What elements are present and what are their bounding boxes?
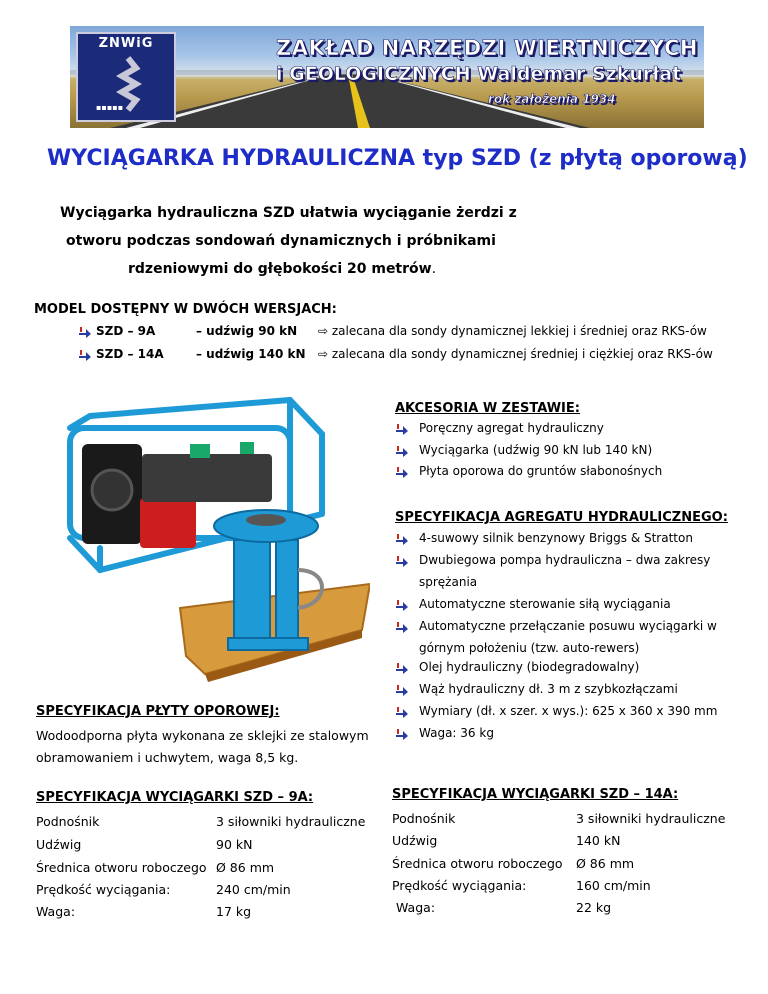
list-item: Dwubiegowa pompa hydrauliczna – dwa zakresy sprężania (395, 553, 409, 572)
hydraulic-winch-photo (30, 394, 370, 700)
arrow-bullet-icon (395, 443, 409, 457)
arrow-bullet-icon (395, 553, 409, 567)
spec14-value: Ø 86 mm (576, 856, 635, 871)
aggregate-heading: SPECYFIKACJA AGREGATU HYDRAULICZNEGO: (395, 510, 728, 525)
spec14-value: 160 cm/min (576, 878, 651, 893)
founding-year: rok założenia 1934 (488, 92, 616, 106)
spec14-heading: SPECYFIKACJA WYCIĄGARKI SZD – 14A: (392, 787, 679, 802)
spec14-label: Średnica otworu roboczego (392, 856, 563, 871)
model-row: SZD – 14A – udźwig 140 kN ⇨ zalecana dla sondy dynamicznej średniej i ciężkiej oraz RKS-ów (78, 347, 92, 366)
list-item: Płyta oporowa do gruntów słabonośnych (395, 464, 409, 483)
arrow-bullet-icon (395, 704, 409, 718)
intro-line-3: rdzeniowymi do głębokości 20 metrów. (128, 261, 437, 277)
spec14-value: 22 kg (576, 900, 612, 915)
plate-desc-line-2: obramowaniem i uchwytem, waga 8,5 kg. (36, 750, 299, 765)
list-item: Olej hydrauliczny (biodegradowalny) (395, 660, 409, 679)
list-item: Waga: 36 kg (395, 726, 409, 745)
spec9-label: Prędkość wyciągania: (36, 882, 171, 897)
header-banner (70, 26, 704, 128)
list-item: Poręczny agregat hydrauliczny (395, 421, 409, 440)
spec14-label: Waga: (396, 900, 436, 915)
list-item: Automatyczne przełączanie posuwu wyciągarki w górnym położeniu (tzw. auto-rewers) (395, 619, 409, 638)
arrow-bullet-icon (395, 597, 409, 611)
models-heading: MODEL DOSTĘPNY W DWÓCH WERSJACH: (34, 302, 337, 317)
list-item: 4-suwowy silnik benzynowy Briggs & Stratton (395, 531, 409, 550)
spec9-heading: SPECYFIKACJA WYCIĄGARKI SZD – 9A: (36, 790, 314, 805)
spec14-label: Podnośnik (392, 811, 456, 826)
company-name-line2: i GEOLOGICZNYCH Waldemar Szkurłat (276, 63, 682, 85)
spec9-label: Średnica otworu roboczego (36, 860, 207, 875)
plate-desc-line-1: Wodoodporna płyta wykonana ze sklejki ze stalowym (36, 728, 369, 743)
list-item: Wymiary (dł. x szer. x wys.): 625 x 360 x 390 mm (395, 704, 409, 723)
spec9-value: 240 cm/min (216, 882, 291, 897)
arrow-bullet-icon (395, 682, 409, 696)
list-item: Automatyczne sterowanie siłą wyciągania (395, 597, 409, 616)
list-item: Wąż hydrauliczny dł. 3 m z szybkozłączami (395, 682, 409, 701)
spec9-value: 3 siłowniki hydrauliczne (216, 814, 366, 829)
spec14-label: Udźwig (392, 833, 438, 848)
spec9-value: 90 kN (216, 837, 253, 852)
spec9-label: Podnośnik (36, 814, 100, 829)
plate-heading: SPECYFIKACJA PŁYTY OPOROWEJ: (36, 704, 280, 719)
spec9-label: Waga: (36, 904, 76, 919)
company-logo: ZNWiG ▪▪▪▪▪ (76, 32, 176, 122)
arrow-bullet-icon (78, 347, 92, 361)
spec14-value: 3 siłowniki hydrauliczne (576, 811, 726, 826)
arrow-bullet-icon (395, 726, 409, 740)
list-item: Wyciągarka (udźwig 90 kN lub 140 kN) (395, 443, 409, 462)
intro-line-2: otworu podczas sondowań dynamicznych i próbnikami (66, 233, 496, 249)
spec9-value: Ø 86 mm (216, 860, 275, 875)
model-row: SZD – 9A – udźwig 90 kN ⇨ zalecana dla sondy dynamicznej lekkiej i średniej oraz RKS-ów (78, 324, 92, 343)
arrow-bullet-icon (78, 324, 92, 338)
company-name-line1: ZAKŁAD NARZĘDZI WIERTNICZYCH (276, 36, 698, 60)
spec14-value: 140 kN (576, 833, 621, 848)
arrow-bullet-icon (395, 531, 409, 545)
arrow-bullet-icon (395, 464, 409, 478)
spec9-label: Udźwig (36, 837, 82, 852)
arrow-bullet-icon (395, 619, 409, 633)
page-title: WYCIĄGARKA HYDRAULICZNA typ SZD (z płytą oporową) (47, 146, 748, 171)
spec9-value: 17 kg (216, 904, 252, 919)
arrow-bullet-icon (395, 660, 409, 674)
arrow-bullet-icon (395, 421, 409, 435)
intro-line-1: Wyciągarka hydrauliczna SZD ułatwia wyciąganie żerdzi z (60, 205, 517, 221)
spec14-label: Prędkość wyciągania: (392, 878, 527, 893)
accessories-heading: AKCESORIA W ZESTAWIE: (395, 401, 580, 416)
